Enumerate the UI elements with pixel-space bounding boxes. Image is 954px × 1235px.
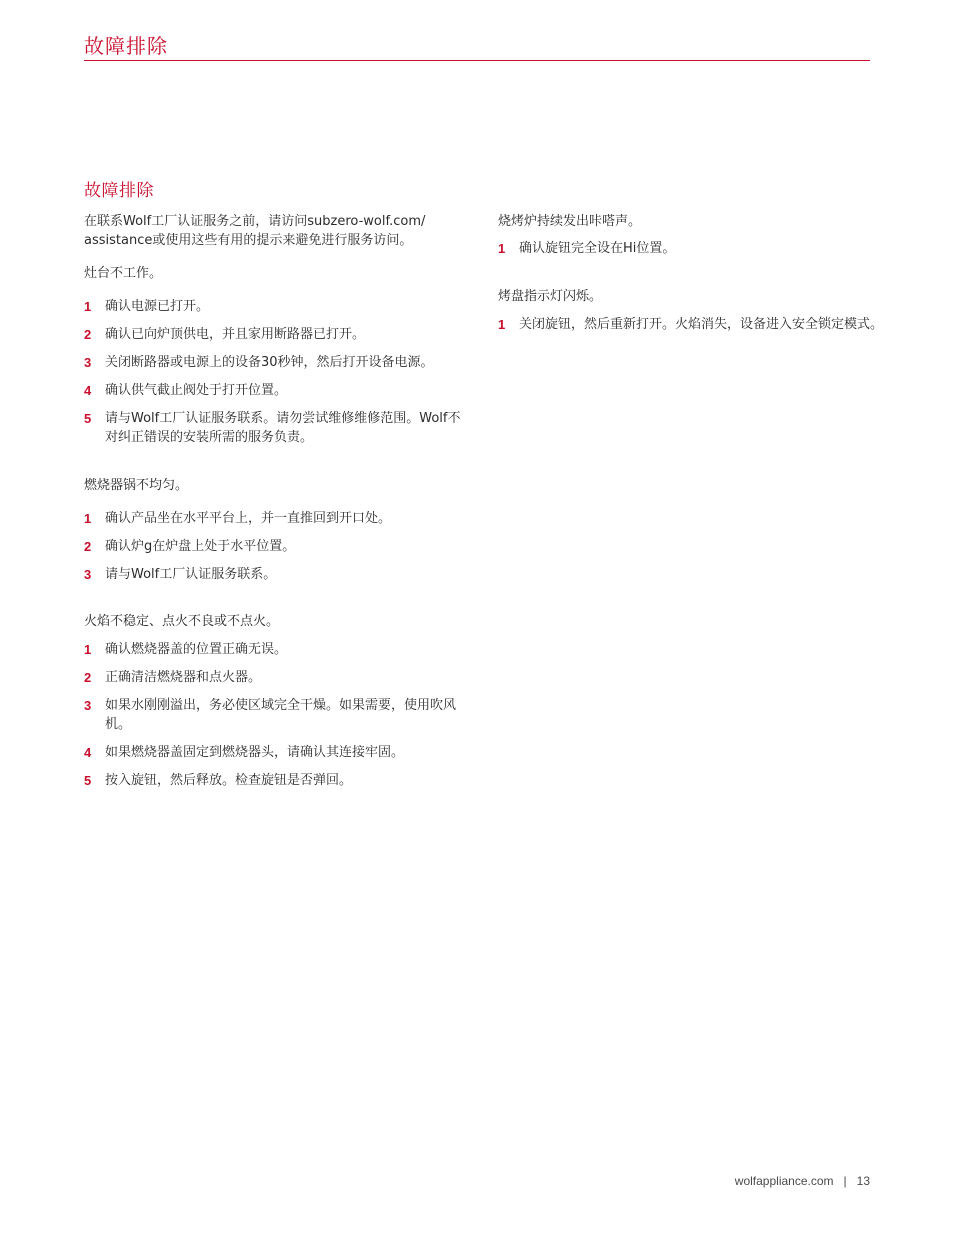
step-text: 确认已向炉顶供电，并且家用断路器已打开。	[105, 327, 366, 342]
left-column	[84, 212, 464, 790]
step-number: 1	[84, 642, 92, 657]
step-text: 如果水刚刚溢出，务必使区域完全干燥。如果需要，使用吹风机。	[105, 698, 457, 732]
step-item	[498, 315, 883, 334]
step-item	[84, 297, 464, 316]
step-item	[84, 668, 464, 687]
step-number: 1	[498, 317, 506, 332]
step-text: 确认供气截止阀处于打开位置。	[105, 383, 288, 398]
step-number: 4	[84, 383, 92, 398]
topic-heading: 灶台不工作。	[84, 266, 163, 281]
footer-separator: |	[843, 1174, 847, 1188]
step-text: 请与Wolf工厂认证服务联系。请勿尝试维修维修范围。Wolf不对纠正错误的安装所需的服务负责。	[105, 411, 461, 445]
step-text: 正确清洁燃烧器和点火器。	[105, 670, 262, 685]
topic-heading: 燃烧器锅不均匀。	[84, 478, 189, 493]
step-text: 确认燃烧器盖的位置正确无误。	[105, 642, 288, 657]
section-title: 故障排除	[84, 181, 154, 201]
intro-paragraph: 在联系Wolf工厂认证服务之前，请访问subzero-wolf.com/ assistance或使用这些有用的提示来避免进行服务访问。	[84, 214, 426, 248]
step-number: 5	[84, 773, 92, 788]
step-list	[498, 315, 883, 334]
topic-heading: 火焰不稳定、点火不良或不点火。	[84, 614, 280, 629]
step-text: 确认产品坐在水平平台上，并一直推回到开口处。	[105, 511, 392, 526]
page-header-title: 故障排除	[84, 34, 168, 58]
step-list	[84, 297, 464, 447]
topic-heading: 烤盘指示灯闪烁。	[498, 289, 603, 304]
step-item	[84, 640, 464, 659]
step-item	[84, 537, 464, 556]
step-item	[84, 325, 464, 344]
step-item	[84, 696, 464, 734]
step-item	[498, 239, 883, 258]
step-item	[84, 381, 464, 400]
step-number: 4	[84, 745, 92, 760]
step-item	[84, 771, 464, 790]
step-item	[84, 353, 464, 372]
step-number: 3	[84, 355, 92, 370]
step-number: 3	[84, 698, 92, 713]
step-number: 1	[84, 299, 92, 314]
topic-heading: 烧烤炉持续发出咔嗒声。	[498, 214, 642, 229]
step-text: 确认旋钮完全设在Hi位置。	[519, 241, 676, 256]
step-number: 1	[498, 241, 506, 256]
step-text: 确认电源已打开。	[105, 299, 210, 314]
header-divider	[84, 60, 870, 61]
step-text: 请与Wolf工厂认证服务联系。	[105, 567, 277, 582]
step-number: 2	[84, 670, 92, 685]
step-text: 关闭断路器或电源上的设备30秒钟，然后打开设备电源。	[105, 355, 434, 370]
step-item	[84, 409, 464, 447]
step-item	[84, 509, 464, 528]
step-number: 1	[84, 511, 92, 526]
right-column	[498, 212, 883, 334]
page-number: 13	[856, 1174, 870, 1188]
footer-site-link[interactable]: wolfappliance.com	[734, 1174, 834, 1188]
step-number: 5	[84, 411, 92, 426]
step-number: 3	[84, 567, 92, 582]
step-text: 按入旋钮，然后释放。检查旋钮是否弹回。	[105, 773, 353, 788]
step-text: 确认炉g在炉盘上处于水平位置。	[105, 539, 296, 554]
step-item	[84, 743, 464, 762]
step-list	[84, 509, 464, 584]
step-number: 2	[84, 539, 92, 554]
step-text: 关闭旋钮，然后重新打开。火焰消失，设备进入安全锁定模式。	[519, 317, 884, 332]
step-item	[84, 565, 464, 584]
page-footer	[735, 1174, 870, 1188]
step-number: 2	[84, 327, 92, 342]
step-list	[84, 640, 464, 790]
step-list	[498, 239, 883, 258]
step-text: 如果燃烧器盖固定到燃烧器头，请确认其连接牢固。	[105, 745, 405, 760]
